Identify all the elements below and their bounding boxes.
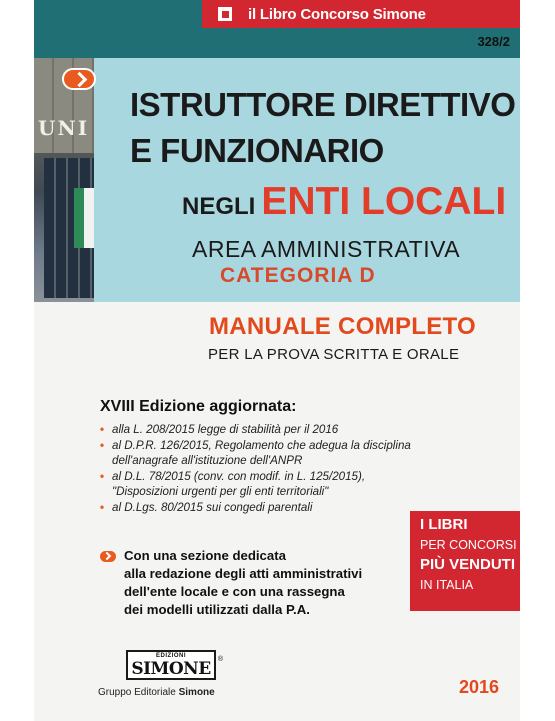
series-banner <box>202 0 520 28</box>
series-square-icon <box>218 7 232 21</box>
edition-heading: XVIII Edizione aggiornata: <box>100 398 297 415</box>
section-note <box>124 547 404 619</box>
manuale-heading: MANUALE COMPLETO <box>209 313 477 340</box>
list-item: • al D.P.R. 126/2015, Regolamento che adegua la disciplina dell'anagrafe all'istituzione dell'ANPR <box>100 438 411 467</box>
promo-line-2: PER CONCORSI <box>420 538 517 552</box>
list-item: • alla L. 208/2015 legge di stabilità per il 2016 <box>100 423 339 436</box>
logo-registered-mark: ® <box>217 656 223 663</box>
title-enti-locali: ENTI LOCALI <box>261 180 507 223</box>
promo-line-1: I LIBRI <box>420 516 468 533</box>
note-line: Con una sezione dedicata <box>124 548 286 563</box>
list-item: • al D.Lgs. 80/2015 sui congedi parentali <box>100 500 313 514</box>
promo-line-3: PIÙ VENDUTI <box>420 556 516 573</box>
book-cover <box>34 0 520 721</box>
title-negli: NEGLI <box>182 193 256 220</box>
bullet-dot-icon: • <box>100 500 105 514</box>
title-line-2: E FUNZIONARIO <box>130 132 384 169</box>
flag-green <box>74 188 84 248</box>
arrow-right-icon <box>62 68 96 90</box>
title-line-1: ISTRUTTORE DIRETTIVO <box>130 86 516 123</box>
publisher-group: Gruppo Editoriale Simone <box>98 687 215 698</box>
note-arrow-icon <box>100 551 116 562</box>
bullet-dot-icon: • <box>100 423 105 436</box>
note-line: alla redazione degli atti amministrativi <box>124 566 363 581</box>
series-label: il Libro Concorso Simone <box>248 5 426 23</box>
publication-year: 2016 <box>459 677 500 697</box>
catalog-code: 328/2 <box>477 34 510 49</box>
area-subtitle: AREA AMMINISTRATIVA <box>192 236 461 262</box>
bullet-dot-icon: • <box>100 469 105 483</box>
categoria-subtitle: CATEGORIA D <box>220 264 376 287</box>
note-line: dei modelli utilizzati dalla P.A. <box>124 602 310 617</box>
photo-building-letters: UNI <box>38 116 90 140</box>
promo-line-4: IN ITALIA <box>420 578 474 592</box>
prova-subheading: PER LA PROVA SCRITTA E ORALE <box>208 346 460 363</box>
logo-edizioni: EDIZIONI <box>155 652 186 659</box>
flag-white <box>84 188 94 248</box>
title-line-3 <box>182 180 506 224</box>
bestseller-badge <box>410 511 520 611</box>
list-item: • al D.L. 78/2015 (conv. con modif. in L. 125/2015), "Disposizioni urgenti per gli enti territoriali" <box>100 469 366 498</box>
logo-simone: SIMONE <box>131 658 211 679</box>
bullet-dot-icon: • <box>100 438 105 452</box>
simone-logo <box>126 650 223 680</box>
edition-bullet-list <box>100 422 430 515</box>
note-line: dell'ente locale e con una rassegna <box>124 584 345 599</box>
